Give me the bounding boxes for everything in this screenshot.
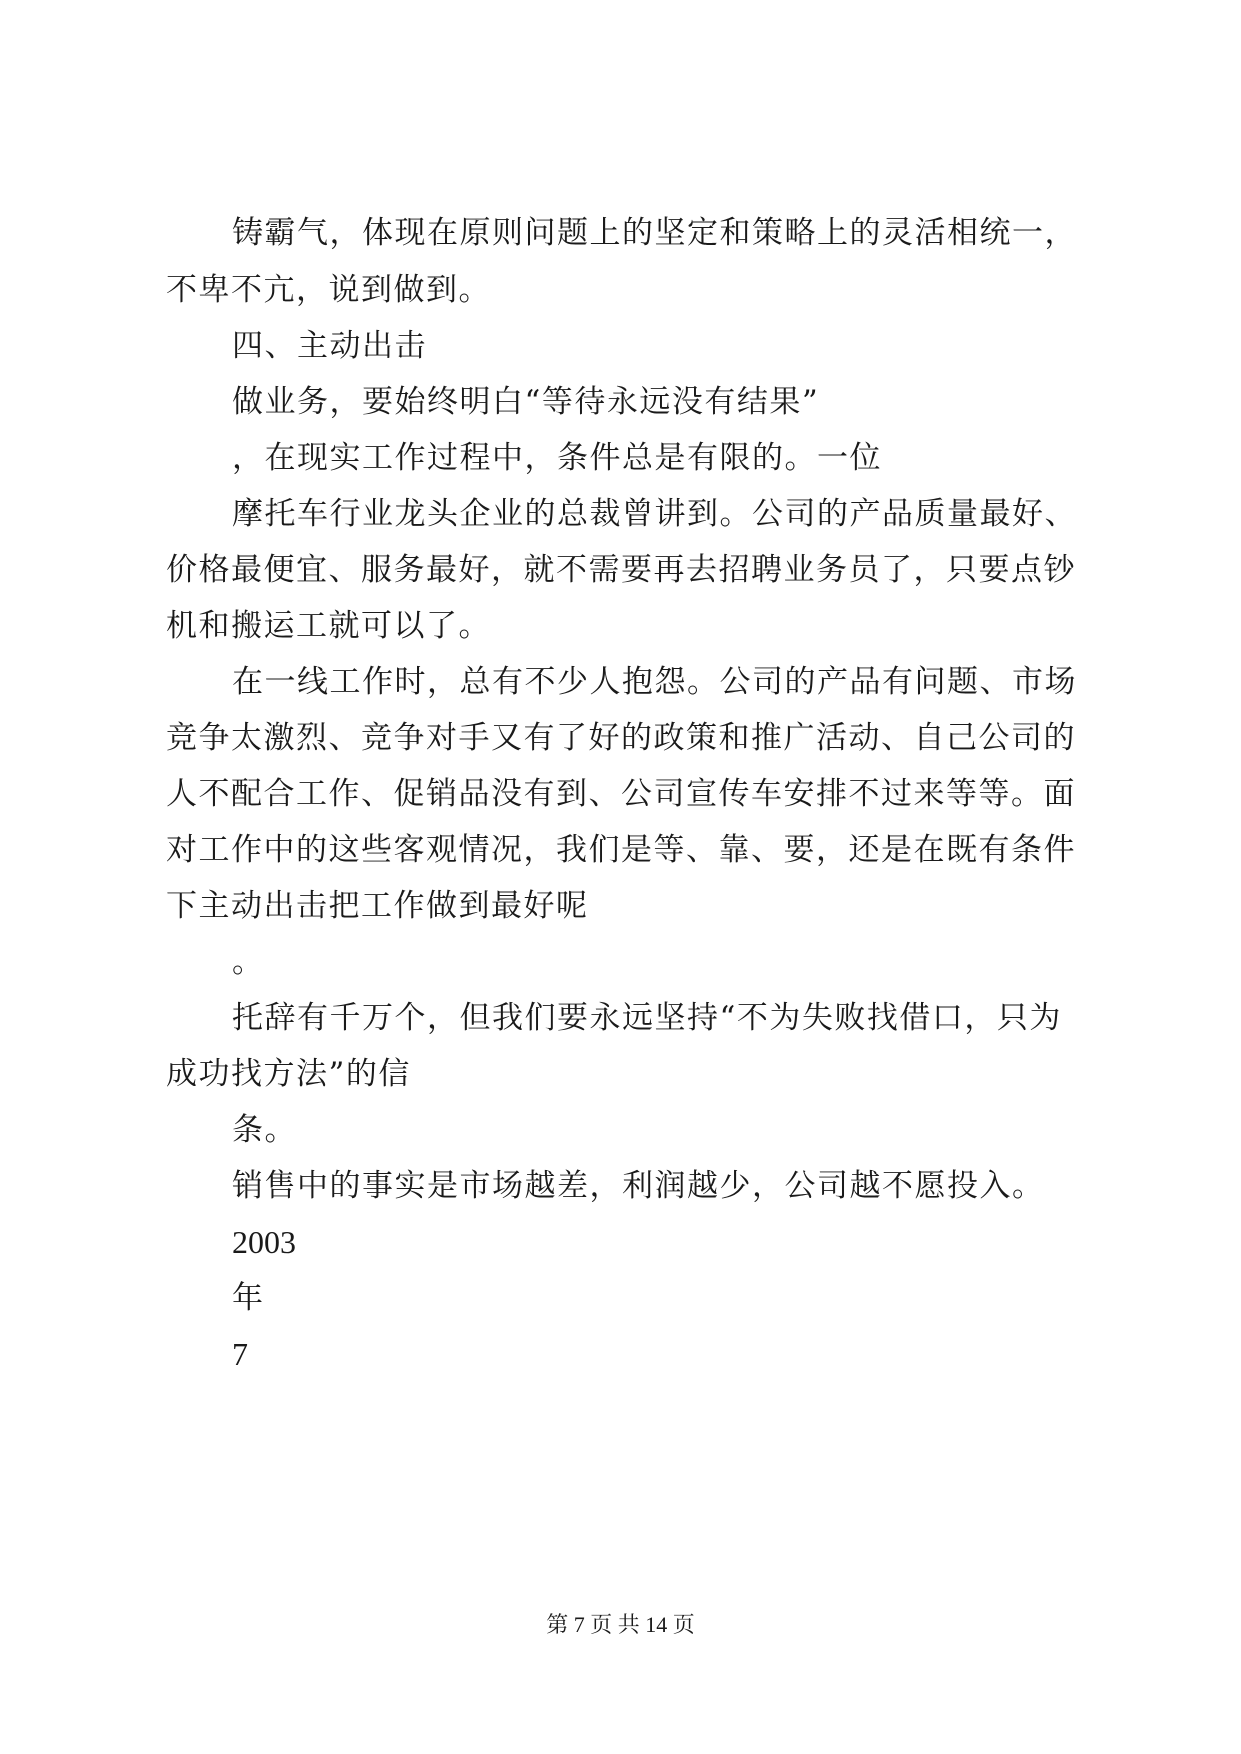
text-line: 下主动出击把工作做到最好呢 [166, 888, 589, 924]
text-line: ，在现实工作过程中，条件总是有限的。一位 [232, 440, 882, 476]
text-line: 摩托车行业龙头企业的总裁曾讲到。公司的产品质量最好、 [232, 496, 1077, 532]
text-line: 2003 [232, 1224, 296, 1260]
text-line: 做业务，要始终明白“等待永远没有结果” [232, 384, 820, 420]
text-line: 年 [232, 1280, 265, 1316]
page-footer: 第 7 页 共 14 页 [546, 1612, 695, 1637]
text-line: 铸霸气，体现在原则问题上的坚定和策略上的灵活相统一， [232, 215, 1077, 251]
text-line: 在一线工作时，总有不少人抱怨。公司的产品有问题、市场 [232, 664, 1077, 700]
text-line: 7 [232, 1336, 248, 1372]
text-line: 不卑不亢，说到做到。 [166, 272, 491, 308]
text-line: 价格最便宜、服务最好，就不需要再去招聘业务员了，只要点钞 [166, 552, 1076, 588]
text-line: 竞争太激烈、竞争对手又有了好的政策和推广活动、自己公司的 [166, 720, 1076, 756]
section-heading: 四、主动出击 [232, 328, 427, 364]
text-line: 机和搬运工就可以了。 [166, 608, 491, 644]
text-line: 托辞有千万个，但我们要永远坚持“不为失败找借口，只为 [232, 1000, 1062, 1036]
text-line: 成功找方法”的信 [166, 1056, 411, 1092]
text-line: 对工作中的这些客观情况，我们是等、靠、要，还是在既有条件 [166, 832, 1076, 868]
text-line: 人不配合工作、促销品没有到、公司宣传车安排不过来等等。面 [166, 776, 1076, 812]
text-line: 条。 [232, 1112, 297, 1148]
text-line: 销售中的事实是市场越差，利润越少，公司越不愿投入。 [232, 1168, 1045, 1204]
text-line: 。 [232, 944, 265, 980]
